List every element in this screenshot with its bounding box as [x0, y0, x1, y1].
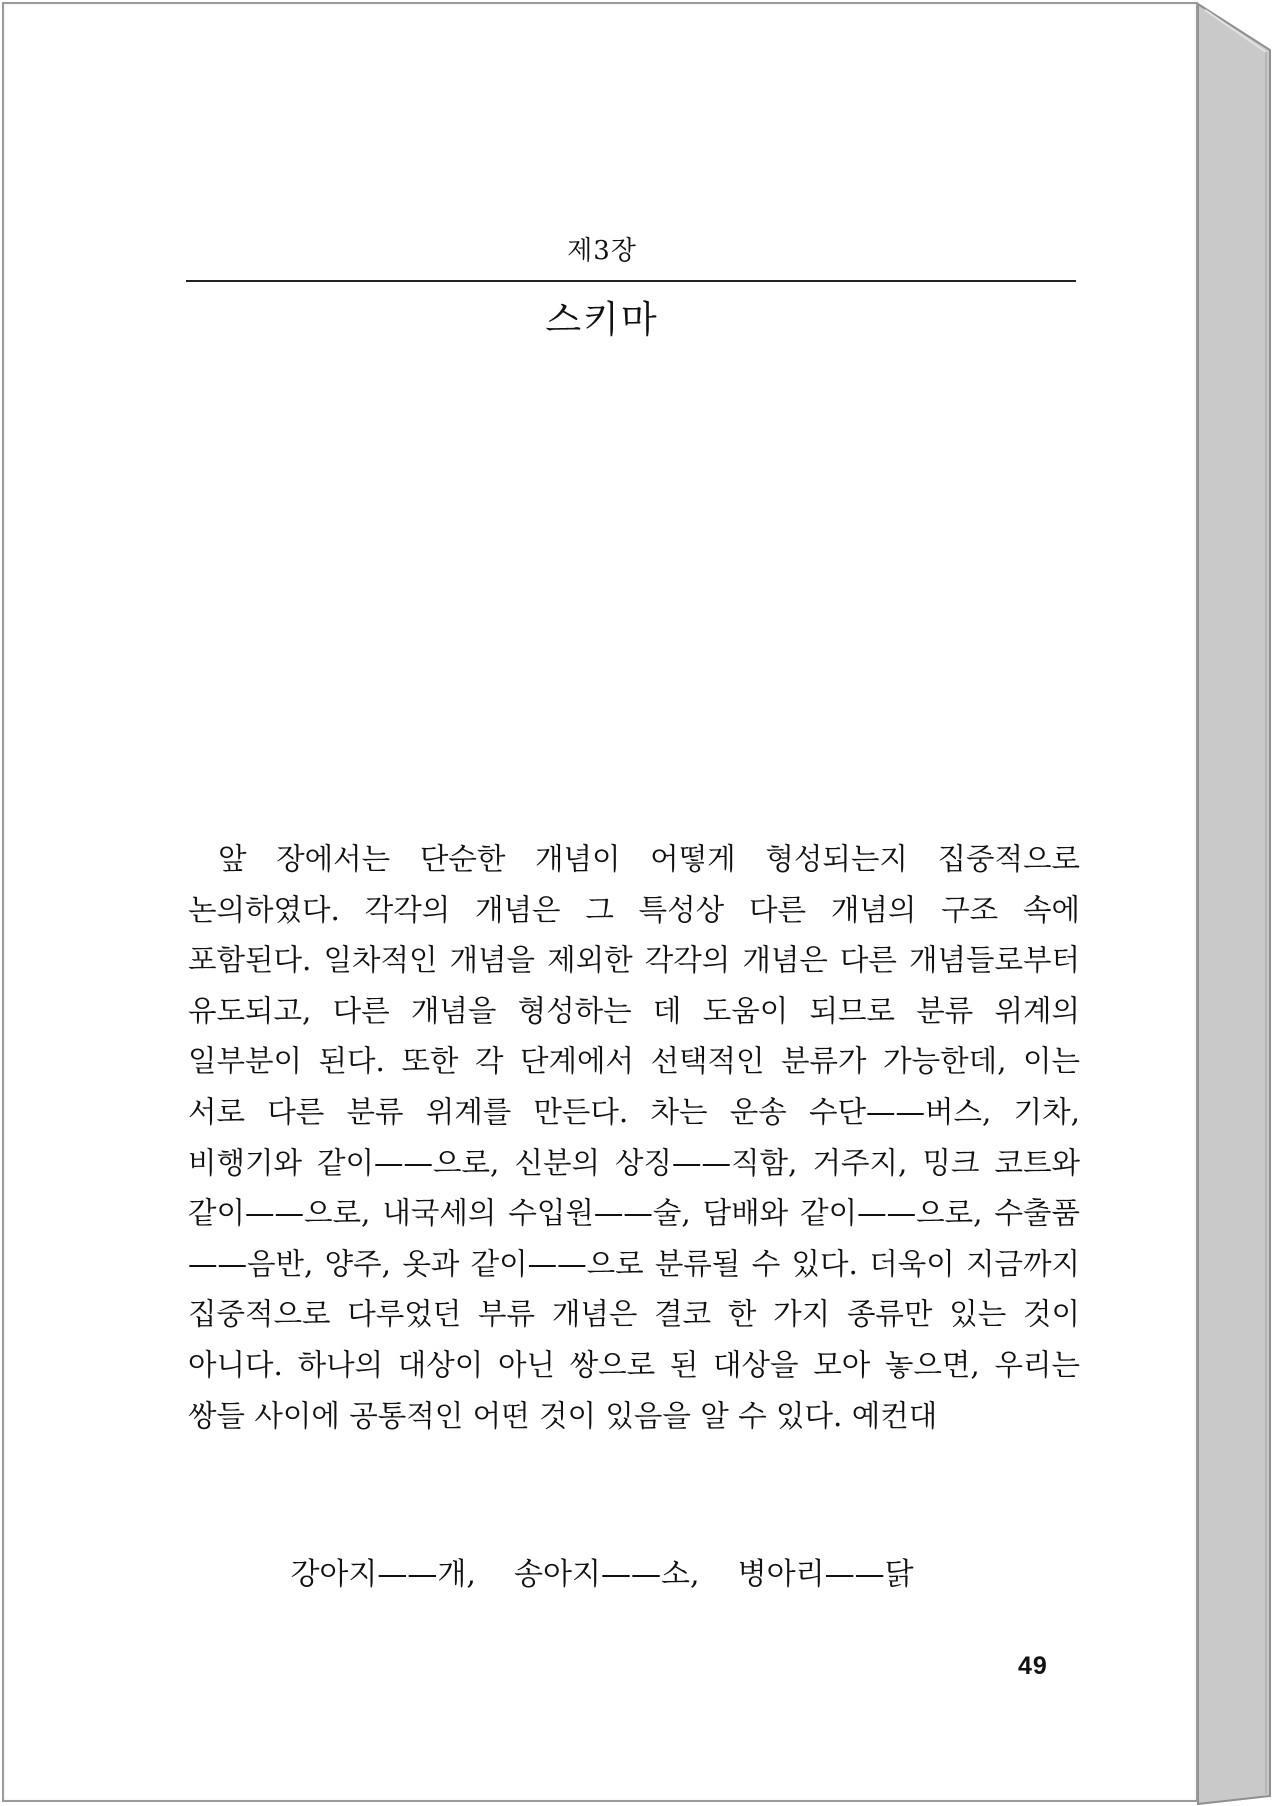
- body-paragraph: 앞 장에서는 단순한 개념이 어떻게 형성되는지 집중적으로 논의하였다. 각각의 개념은 그 특성상 다른 개념의 구조 속에 포함된다. 일차적인 개념을 제외한 각각의 개념은 다른 개념들로부터 유도되고, 다른 개념을 형성하는 데 도움이 되므로 분류 위계의 일부분이 된다. 또한 각 단계에서 선택적인 분류가 가능한데, 이는 서로 다른 분류 위계를 만든다. 차는 운송 수단——버스, 기차, 비행기와 같이——으로, 신분의 상징——직함, 거주지, 밍크 코트와 같이——으로, 내국세의 수입원——술, 담배와 같이——으로, 수출품——음반, 양주, 옷과 같이——으로 분류될 수 있다. 더욱이 지금까지 집중적으로 다루었던 부류 개념은 결코 한 가지 종류만 있는 것이 아니다. 하나의 대상이 아닌 쌍으로 된 대상을 모아 놓으면, 우리는 쌍들 사이에 공통적인 어떤 것이 있음을 알 수 있다. 예컨대: [188, 842, 1080, 1433]
- chapter-title: 스키마: [545, 298, 659, 341]
- example-line: 강아지——개, 송아지——소, 병아리——닭: [290, 1557, 914, 1592]
- document-page: [2, 2, 1198, 1802]
- chapter-divider: [186, 280, 1076, 282]
- chapter-number: 제3장: [567, 236, 637, 266]
- page-number: 49: [1018, 1652, 1048, 1680]
